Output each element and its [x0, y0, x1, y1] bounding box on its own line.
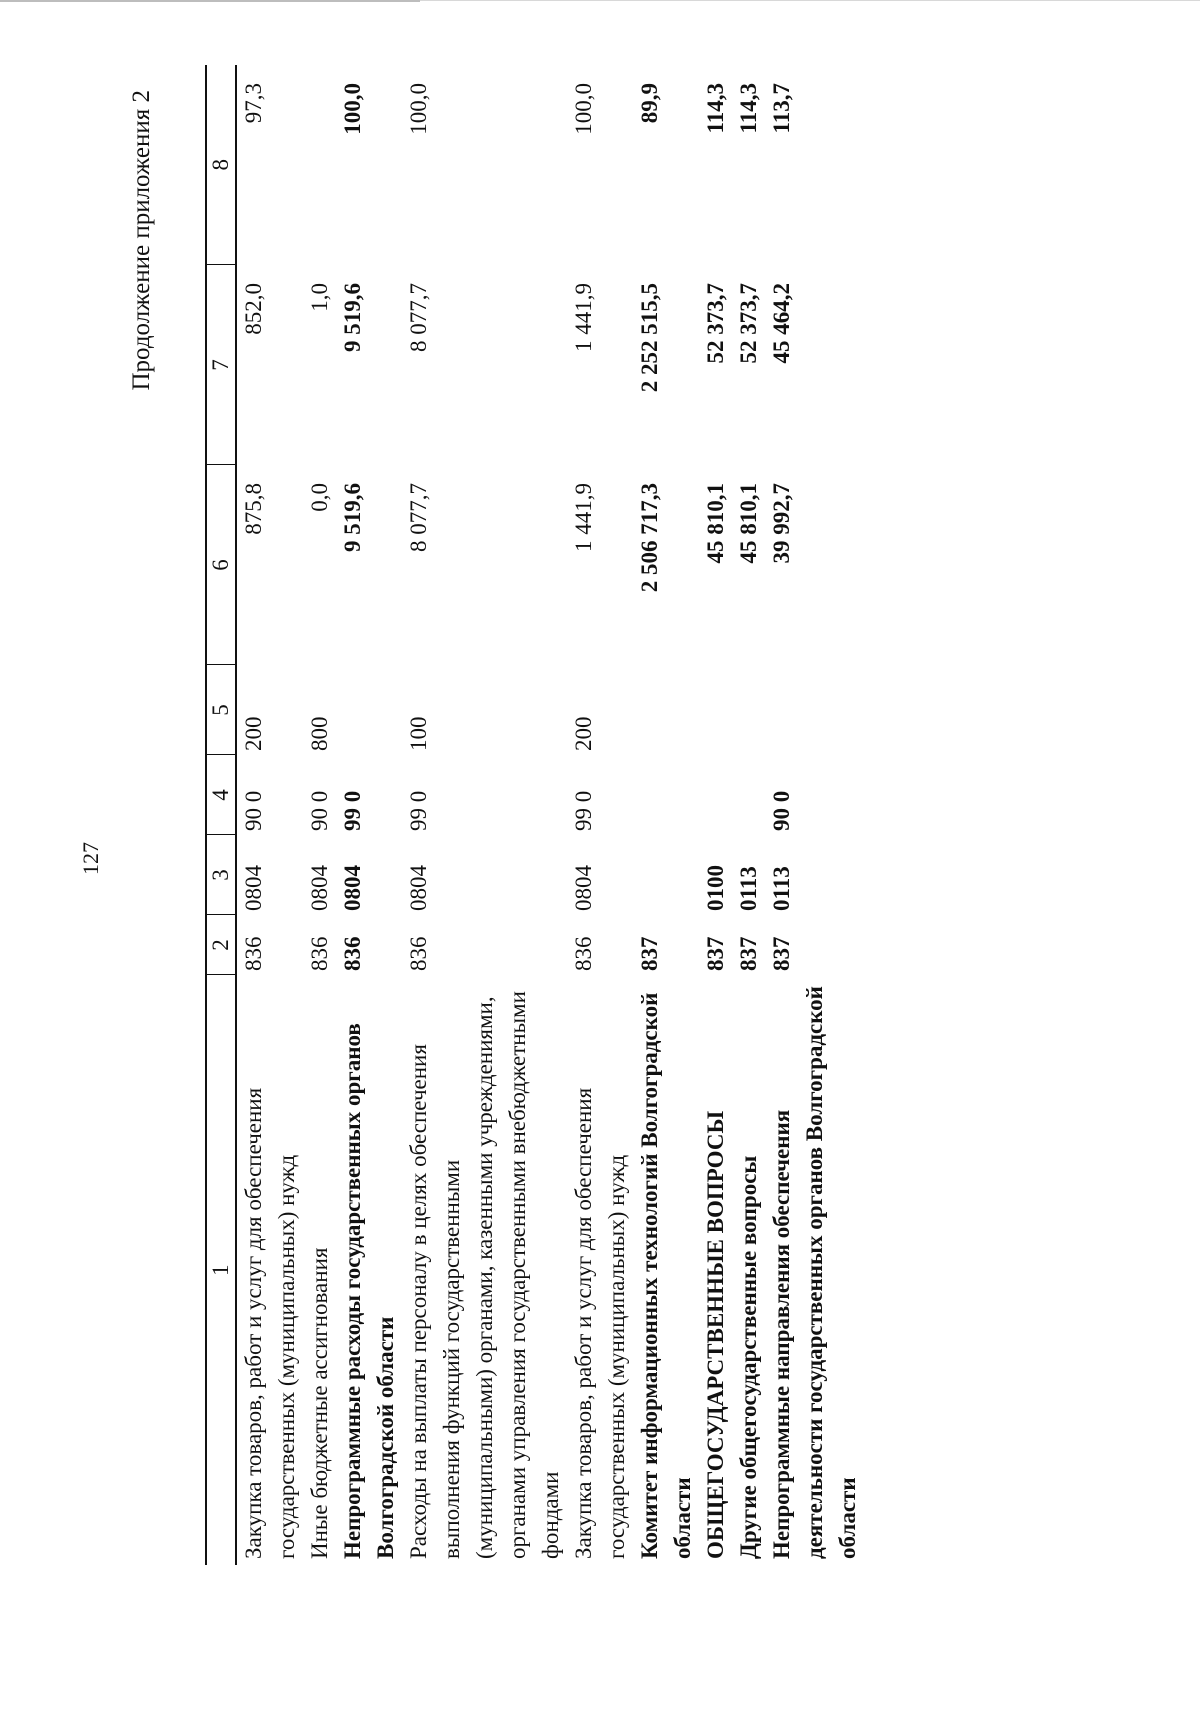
row-planned: 1 441,9 [571, 483, 596, 552]
row-ministry: 837 [637, 936, 662, 971]
row-target [732, 755, 765, 835]
budget-table [205, 65, 864, 1565]
table-row [732, 65, 765, 1565]
row-actual: 8 077,7 [406, 283, 431, 352]
table-row [699, 65, 732, 1565]
row-target: 99 0 [406, 790, 431, 831]
row-type [336, 665, 402, 755]
row-percent: 97,3 [241, 83, 266, 124]
row-actual: 1,0 [307, 283, 332, 312]
row-planned: 2 506 717,3 [637, 483, 662, 593]
row-percent: 113,7 [769, 83, 794, 134]
row-planned: 875,8 [241, 483, 266, 535]
row-type: 800 [307, 716, 332, 751]
header-col-4: 4 [206, 755, 236, 835]
row-target [699, 755, 732, 835]
header-col-5: 5 [206, 665, 236, 755]
row-percent: 114,3 [736, 83, 761, 134]
table-row [765, 65, 864, 1565]
header-col-1: 1 [206, 975, 236, 1565]
row-section: 0113 [736, 866, 761, 911]
row-name: Непрограммные расходы государственных органов Волгоградской области [340, 1023, 398, 1559]
row-percent: 100,0 [340, 83, 365, 135]
row-target: 99 0 [340, 790, 365, 831]
row-ministry: 837 [769, 936, 794, 971]
row-section: 0804 [406, 865, 431, 911]
header-col-8: 8 [206, 65, 236, 265]
row-planned: 45 810,1 [703, 483, 728, 564]
row-ministry: 837 [703, 936, 728, 971]
row-type [765, 665, 864, 755]
row-actual: 852,0 [241, 283, 266, 335]
row-percent [303, 65, 336, 265]
row-planned: 0,0 [307, 483, 332, 512]
row-name: ОБЩЕГОСУДАРСТВЕННЫЕ ВОПРОСЫ [703, 1110, 728, 1559]
row-name: Закупка товаров, работ и услуг для обеспечения государственных (муниципальных) нужд [571, 1087, 629, 1559]
row-type: 200 [571, 716, 596, 751]
row-section: 0804 [340, 865, 365, 911]
header-col-2: 2 [206, 915, 236, 975]
row-percent: 114,3 [703, 83, 728, 134]
row-name: Расходы на выплаты персоналу в целях обеспечения выполнения функций государственными (муниципальными) органами, казенными учреждениями, органами управления государственными внебюджетными фондами [406, 991, 563, 1559]
header-col-3: 3 [206, 835, 236, 915]
page-number: 127 [78, 842, 103, 875]
row-actual: 52 373,7 [736, 283, 761, 364]
row-section: 0804 [571, 865, 596, 911]
table-row [236, 65, 303, 1565]
row-ministry: 836 [340, 936, 365, 971]
row-ministry: 836 [307, 936, 332, 971]
row-target: 90 0 [769, 790, 794, 831]
row-name: Комитет информационных технологий Волгоградской области [637, 992, 695, 1559]
row-planned: 39 992,7 [769, 483, 794, 564]
row-ministry: 836 [241, 936, 266, 971]
row-planned: 9 519,6 [340, 483, 365, 552]
row-planned: 45 810,1 [736, 483, 761, 564]
row-section [633, 835, 699, 915]
row-percent: 89,9 [637, 83, 662, 124]
table-row [303, 65, 336, 1565]
table-row [402, 65, 567, 1565]
row-type [699, 665, 732, 755]
continuation-label: Продолжение приложения 2 [128, 90, 155, 391]
header-col-7: 7 [206, 265, 236, 465]
row-actual: 2 252 515,5 [637, 283, 662, 393]
row-planned: 8 077,7 [406, 483, 431, 552]
row-target: 99 0 [571, 790, 596, 831]
table-row [567, 65, 633, 1565]
row-section: 0804 [307, 865, 332, 911]
row-type [732, 665, 765, 755]
row-percent: 100,0 [571, 83, 596, 135]
table-row [633, 65, 699, 1565]
row-type [633, 665, 699, 755]
row-target [633, 755, 699, 835]
row-ministry: 836 [406, 936, 431, 971]
row-actual: 1 441,9 [571, 283, 596, 352]
header-col-6: 6 [206, 465, 236, 665]
table-row [336, 65, 402, 1565]
row-percent: 100,0 [406, 83, 431, 135]
row-name: Иные бюджетные ассигнования [307, 1247, 332, 1559]
row-ministry: 836 [571, 936, 596, 971]
row-actual: 45 464,2 [769, 283, 794, 364]
row-actual: 9 519,6 [340, 283, 365, 352]
row-target: 90 0 [307, 790, 332, 831]
header-row [206, 65, 236, 1565]
row-ministry: 837 [736, 936, 761, 971]
row-section: 0100 [703, 865, 728, 911]
row-type: 200 [241, 716, 266, 751]
row-name: Закупка товаров, работ и услуг для обеспечения государственных (муниципальных) нужд [241, 1087, 299, 1559]
row-section: 0113 [769, 866, 794, 911]
row-name: Другие общегосударственные вопросы [736, 1155, 761, 1559]
row-section: 0804 [241, 865, 266, 911]
row-target: 90 0 [241, 790, 266, 831]
row-name: Непрограммные направления обеспечения деятельности государственных органов Волгоградской области [769, 986, 860, 1559]
row-actual: 52 373,7 [703, 283, 728, 364]
row-type: 100 [406, 716, 431, 751]
